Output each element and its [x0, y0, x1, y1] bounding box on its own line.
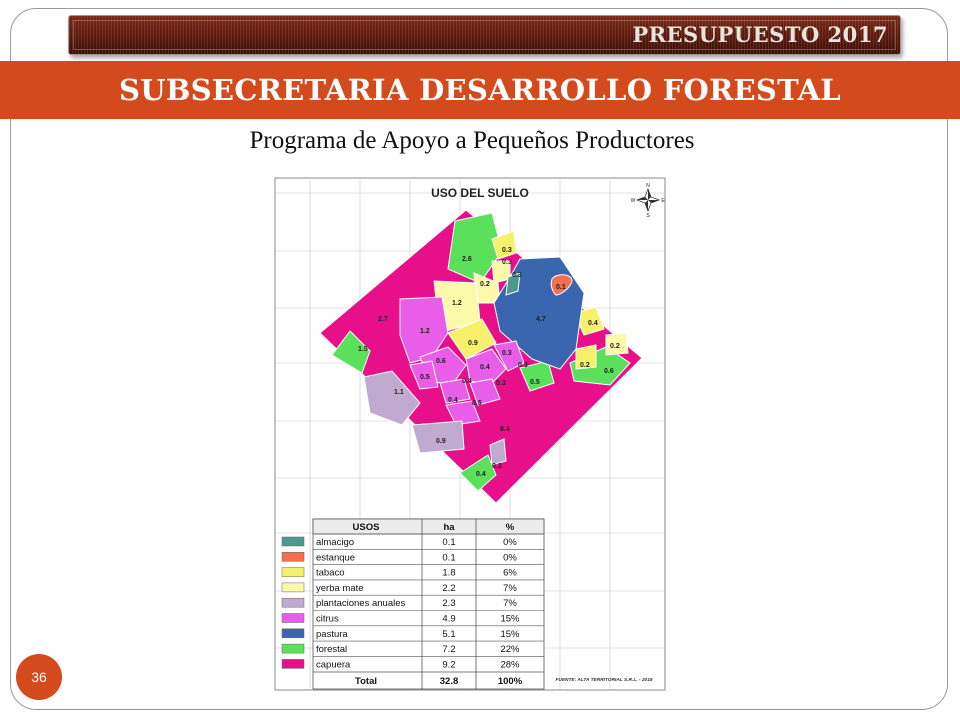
- svg-text:0.3: 0.3: [492, 463, 502, 470]
- map-source: FUENTE: ALTA TERRITORIAL S.R.L. - 2015: [555, 678, 653, 683]
- legend-swatch: [282, 537, 304, 546]
- table-cell-ha: 4.9: [442, 613, 456, 625]
- legend-swatch: [282, 552, 304, 561]
- svg-text:0.9: 0.9: [436, 438, 446, 445]
- svg-text:0.1: 0.1: [556, 284, 566, 291]
- table-cell-use: almacigo: [316, 537, 355, 548]
- compass-north: N: [646, 183, 650, 189]
- table-cell-use: estanque: [316, 552, 356, 564]
- legend-swatch: [282, 568, 304, 577]
- svg-text:8.4: 8.4: [500, 426, 510, 433]
- table-cell-pct: 0%: [503, 552, 517, 564]
- table-cell-use: citrus: [316, 613, 339, 625]
- table-cell-ha: 0.1: [442, 552, 456, 564]
- svg-text:0.3: 0.3: [502, 247, 512, 254]
- table-header-usos: USOS: [352, 522, 380, 533]
- table-header-ha: ha: [443, 522, 455, 533]
- table-header-pct: %: [505, 522, 515, 533]
- land-use-table: [282, 519, 544, 689]
- svg-text:0.2: 0.2: [580, 362, 590, 369]
- table-cell-use: pastura: [316, 628, 348, 640]
- table-cell-ha: 0.1: [442, 537, 456, 548]
- svg-text:1.2: 1.2: [420, 328, 430, 335]
- svg-text:0.9: 0.9: [468, 340, 478, 347]
- parcel-plantaciones-anuales: [412, 421, 464, 453]
- svg-text:0.4: 0.4: [480, 364, 490, 371]
- svg-text:0.4: 0.4: [588, 320, 598, 327]
- svg-text:0.5: 0.5: [472, 400, 482, 407]
- table-cell-use: tabaco: [316, 567, 345, 579]
- svg-text:0.3: 0.3: [496, 380, 506, 387]
- svg-text:0.5: 0.5: [530, 379, 540, 386]
- slide-subtitle: Programa de Apoyo a Pequeños Productores: [249, 127, 695, 154]
- legend-swatch: [282, 644, 304, 653]
- svg-text:4.7: 4.7: [536, 316, 546, 323]
- svg-text:0.4: 0.4: [462, 378, 472, 385]
- table-cell-ha: 5.1: [442, 628, 456, 640]
- svg-text:0.3: 0.3: [518, 362, 528, 369]
- map-title: USO DEL SUELO: [431, 186, 529, 200]
- table-cell-ha: 9.2: [442, 659, 456, 671]
- table-total-pct: 100%: [497, 676, 523, 687]
- table-cell-ha: 2.2: [442, 582, 456, 594]
- svg-text:0.5: 0.5: [420, 374, 430, 381]
- svg-text:0.3: 0.3: [502, 259, 512, 266]
- legend-swatch: [282, 659, 304, 668]
- table-cell-pct: 7%: [503, 598, 517, 610]
- table-cell-use: plantaciones anuales: [316, 598, 406, 610]
- svg-text:2.6: 2.6: [462, 256, 472, 263]
- banner-title: SUBSECRETARIA DESARROLLO FORESTAL: [119, 73, 841, 107]
- map-figure: [270, 173, 670, 693]
- svg-text:0.4: 0.4: [448, 397, 458, 404]
- svg-text:0.3: 0.3: [512, 272, 522, 279]
- svg-text:0.4: 0.4: [476, 471, 486, 478]
- svg-text:0.3: 0.3: [502, 350, 512, 357]
- table-cell-pct: 15%: [500, 613, 520, 625]
- table-cell-use: forestal: [316, 644, 348, 656]
- legend-swatch: [282, 629, 304, 638]
- legend-swatch: [282, 598, 304, 607]
- header-bar: [68, 15, 901, 55]
- table-cell-pct: 6%: [503, 567, 517, 579]
- compass-east: E: [661, 198, 665, 204]
- table-cell-ha: 7.2: [442, 644, 456, 656]
- legend-swatch: [282, 614, 304, 623]
- table-cell-pct: 7%: [503, 582, 517, 594]
- svg-text:1.1: 1.1: [394, 389, 404, 396]
- section-banner: [0, 61, 960, 119]
- table-cell-ha: 1.8: [442, 567, 456, 579]
- table-cell-use: yerba mate: [316, 582, 364, 594]
- table-cell-use: capuera: [316, 659, 351, 671]
- svg-text:2.7: 2.7: [378, 316, 388, 323]
- table-cell-pct: 22%: [500, 644, 520, 656]
- svg-text:1.5: 1.5: [358, 346, 368, 353]
- page-number: 36: [16, 654, 62, 700]
- table-cell-pct: 15%: [500, 628, 520, 640]
- svg-text:0.2: 0.2: [610, 343, 620, 350]
- legend-swatch: [282, 583, 304, 592]
- svg-text:0.6: 0.6: [604, 368, 614, 375]
- land-use-map: [270, 173, 670, 693]
- svg-text:0.2: 0.2: [480, 281, 490, 288]
- compass-south: S: [646, 213, 650, 219]
- compass-west: W: [630, 198, 636, 204]
- svg-text:0.6: 0.6: [436, 358, 446, 365]
- svg-text:1.2: 1.2: [452, 300, 462, 307]
- table-cell-pct: 0%: [503, 537, 517, 548]
- header-title: PRESUPUESTO 2017: [632, 22, 888, 47]
- table-cell-pct: 28%: [500, 659, 520, 671]
- table-total-ha: 32.8: [439, 676, 459, 687]
- table-total-label: Total: [355, 676, 377, 687]
- table-cell-ha: 2.3: [442, 598, 456, 610]
